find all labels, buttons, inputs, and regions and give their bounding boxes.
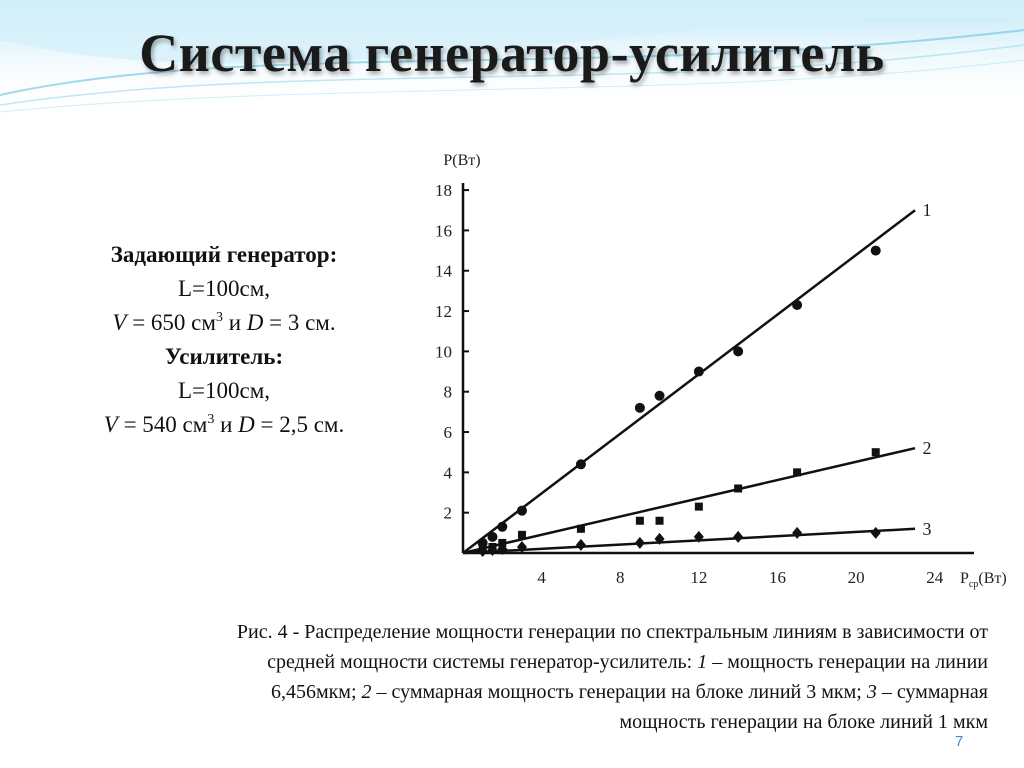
caption-line-1: Рис. 4 - Распределение мощности генерации по спектральным линиям в зависимости от [236, 621, 988, 643]
amplifier-heading: Усилитель: [164, 344, 284, 369]
generator-diameter-value: = 3 см. [263, 310, 336, 335]
series-2-point [872, 448, 880, 456]
series-2-point [656, 517, 664, 525]
generator-heading: Задающий генератор: [110, 242, 338, 267]
amplifier-volume-value: = 540 см [117, 412, 208, 437]
caption-text: – суммарная [876, 681, 988, 703]
series-1-point [497, 522, 507, 532]
series-2-label: 2 [922, 438, 932, 459]
caption-line-3 [30, 677, 988, 707]
y-tick-label: 12 [435, 302, 452, 322]
series-1-point [517, 506, 527, 516]
y-tick-label: 4 [443, 463, 452, 483]
x-axis-label: $P_{ср}(Вт)$ [960, 570, 1007, 590]
v-symbol: V [112, 310, 127, 335]
conjunction: и [222, 310, 247, 335]
y-tick-label: 18 [435, 181, 452, 201]
y-tick-label: 10 [435, 342, 452, 362]
d-symbol: D [238, 412, 255, 437]
series-1-label: 1 [922, 200, 932, 221]
series-3-point [871, 527, 881, 539]
series-3-point [635, 537, 645, 549]
series-2-point [518, 531, 526, 539]
y-tick-label: 2 [443, 503, 452, 523]
caption-line-4: мощность генерации на блоке линий 1 мкм [619, 711, 988, 733]
conjunction: и [214, 412, 239, 437]
series-1-point [871, 246, 881, 256]
x-tick-label: 24 [926, 568, 944, 587]
series-3-label: 3 [922, 518, 932, 539]
series-1-point [694, 367, 704, 377]
amplifier-length: L=100см, [177, 378, 271, 403]
generator-volume-value: = 650 см [126, 310, 216, 335]
caption-line-2 [30, 647, 988, 677]
series-1-point [655, 391, 665, 401]
exponent: 3 [207, 412, 215, 427]
y-tick-label: 8 [443, 382, 452, 402]
series-2-point [577, 525, 585, 533]
y-axis-label: P(Вт) [443, 152, 481, 169]
caption-text: – суммарная мощность генерации на блоке линий 3 мкм; [371, 681, 867, 703]
figure-caption [30, 617, 988, 737]
series-1-point [635, 403, 645, 413]
x-tick-label: 16 [768, 568, 786, 587]
series-1-point [792, 300, 802, 310]
series-3-point [576, 539, 586, 551]
v-symbol: V [103, 412, 118, 437]
d-symbol: D [246, 310, 264, 335]
x-tick-label: 12 [690, 568, 708, 587]
x-tick-label: 4 [537, 568, 546, 587]
series-2-point [793, 468, 801, 476]
caption-series-ref-2: 2 [361, 681, 372, 703]
series-2-point [695, 503, 703, 511]
series-1-point [487, 532, 497, 542]
generator-length: L=100см, [177, 276, 271, 301]
slide-title: Система генератор-усилитель [139, 23, 885, 83]
y-tick-label: 6 [443, 423, 452, 443]
series-2-point [636, 517, 644, 525]
x-tick-label: 20 [847, 568, 865, 587]
series-3-fit-line [463, 529, 915, 553]
amplifier-diameter-value: = 2,5 см. [254, 412, 345, 437]
series-3-point [733, 531, 743, 543]
y-tick-label: 14 [435, 261, 452, 281]
series-3-point [792, 527, 802, 539]
series-2-point [734, 484, 742, 492]
y-tick-label: 16 [435, 221, 452, 241]
x-tick-label: 8 [615, 568, 625, 587]
caption-text: 6,456мкм; [270, 681, 362, 703]
series-1-point [576, 459, 586, 469]
caption-series-ref-3: 3 [866, 681, 877, 703]
exponent: 3 [215, 310, 223, 325]
caption-text: – мощность генерации на линии [707, 651, 988, 673]
caption-text: средней мощности системы генератор-усилитель: [267, 651, 698, 673]
slide-number: 7 [955, 733, 964, 750]
series-1-point [733, 346, 743, 356]
caption-series-ref-1: 1 [697, 651, 708, 673]
